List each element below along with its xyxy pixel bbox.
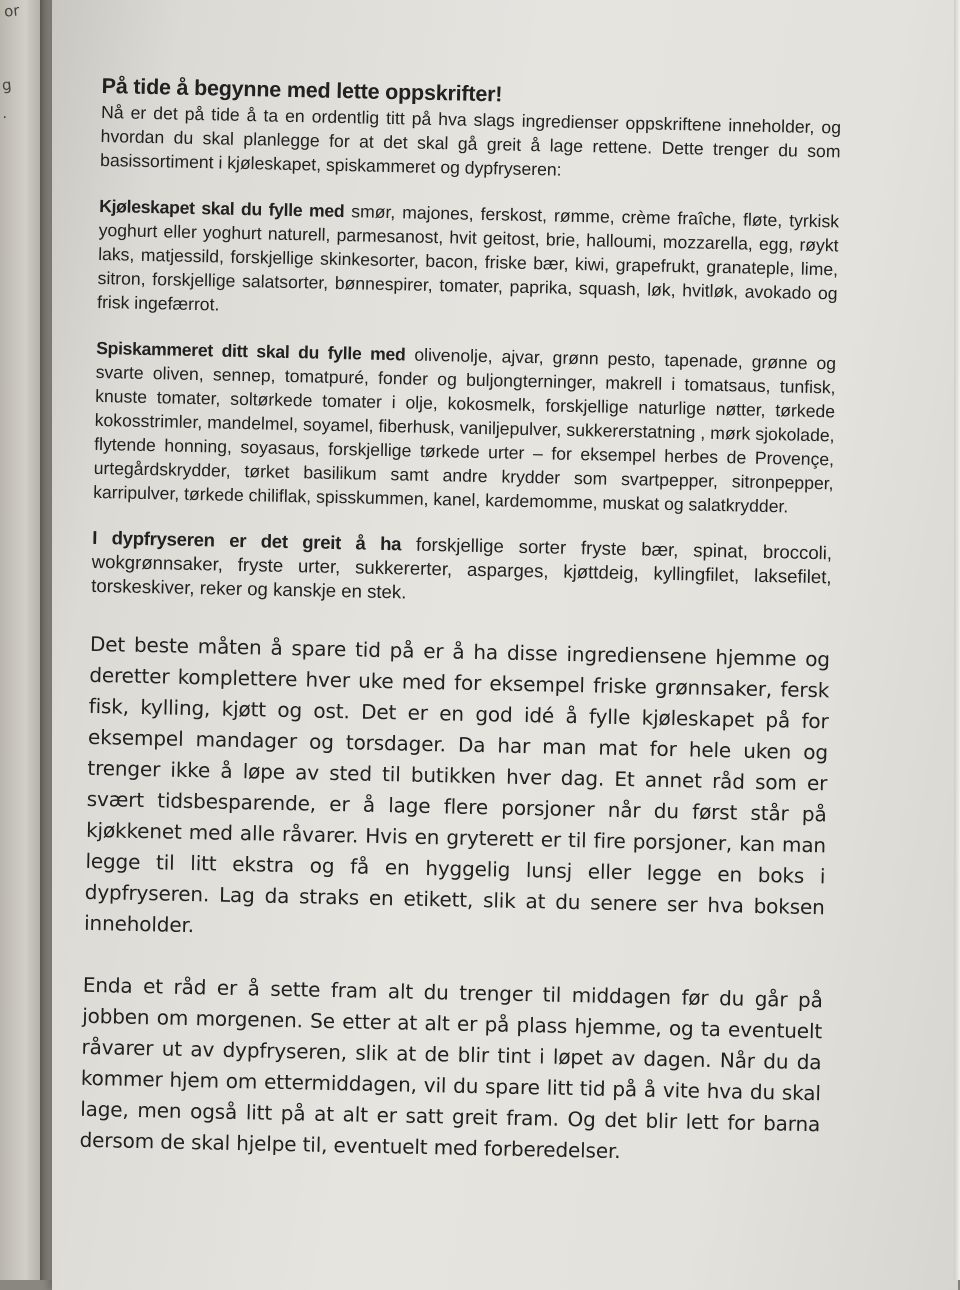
freezer-label: I dypfryseren er det greit å ha	[92, 526, 402, 555]
page-edge	[954, 0, 960, 1280]
tip-paragraph: Det beste måten å spare tid på er å ha disse ingrediensene hjemme og deretter komplettere hver uke med for eksempel friske grønnsaker, fersk fisk, kylling, kjøtt og ost. Det er en god idé å fylle kjøleskapet på for eksempel mandager og torsdager. Da har man mat for hele uken og trenger ikke å løpe av sted til butikken hver dag. Et annet råd som er svært tidsbesparende, er å lage flere porsjoner når du først står på kjøkkenet med alle råvarer. Hvis en gryterett er til fire porsjoner, kan man legge til litt ekstra og få en hyggelig lunsj eller legge en boks i dypfryseren. Lag da straks en etikett, slik at du senere ser hva boksen inneholder.	[83, 631, 831, 938]
fridge-label: Kjøleskapet skal du fylle med	[98, 195, 345, 222]
pantry-items: olivenolje, ajvar, grønn pesto, tapenade, grønne og svarte oliven, sennep, tomatpuré, fonder og buljongterninger, makrell i tomatsaus, tunfisk, knuste tomater, soltørkede tomater i olje, kokosmelk, forskjellige naturlige nøtter, tørkede kokosstrimler, mandelmel, soyamel, fiberhusk, vaniljepulver, sukkererstatning , mørk sjokolade, flytende honning, soyasaus, forskjellige tørkede urter – for eksempel herbes de Provençe, urtegårdskrydder, tørket basilikum samt andre krydder som svartpepper, sitronpepper, karripulver, tørkede chiliflak, spisskummen, kanel, kardemomme, muskat og salatkrydder.	[92, 344, 837, 517]
freezer-items: forskjellige sorter fryste bær, spinat, broccoli, wokgrønnsaker, fryste urter, sukkererter, asparges, kjøttdeig, kyllingfilet, laksefilet, torskeskiver, reker og kanskje en stek.	[91, 533, 833, 603]
left-page-glyph: .	[1, 103, 8, 123]
intro-paragraph: Nå er det på tide å ta en ordentlig titt på hva slags ingredienser oppskriftene inneholder, og hvordan du skal planlegge for at det skal gå greit å lage rettene. Dette trenger du som basissortiment i kjøleskapet, spiskammeret og dypfryseren:	[99, 101, 842, 180]
page-title: På tide å begynne med lette oppskrifter!	[101, 73, 503, 107]
left-page-glyph: g	[1, 75, 13, 95]
pantry-label: Spiskammeret ditt skal du fylle med	[96, 337, 406, 365]
fridge-items: smør, majones, ferskost, rømme, crème fraîche, fløte, tyrkisk yoghurt eller yoghurt naturell, parmesanost, hvit geitost, brie, halloumi, mozzarella, egg, røykt laks, matjessild, forskjellige skinkesorter, bacon, friske bær, kiwi, grapefrukt, granateple, lime, sitron, forskjellige salatsorter, bønnespirer, tomater, paprika, squash, løk, hvitløk, avokado og frisk ingefærrot.	[96, 201, 840, 315]
page-text	[79, 72, 842, 1171]
fridge-paragraph	[97, 194, 839, 329]
pantry-paragraph	[93, 336, 836, 519]
left-page-glyph: or	[3, 1, 21, 21]
tip-paragraph: Enda et råd er å sette fram alt du trenger til middagen før du går på jobben om morgenen. Se etter at alt er på plass hjemme, og ta eventuelt råvarer ut av dypfryseren, slik at de blir tint i løpet av dagen. Når du da kommer hjem om ettermiddagen, vil du spare litt tid på å vite hva du skal lage, men også litt på at alt er satt greit fram. Og det blir lett for barna dersom de skal hjelpe til, eventuelt med forberedelser.	[79, 972, 823, 1164]
